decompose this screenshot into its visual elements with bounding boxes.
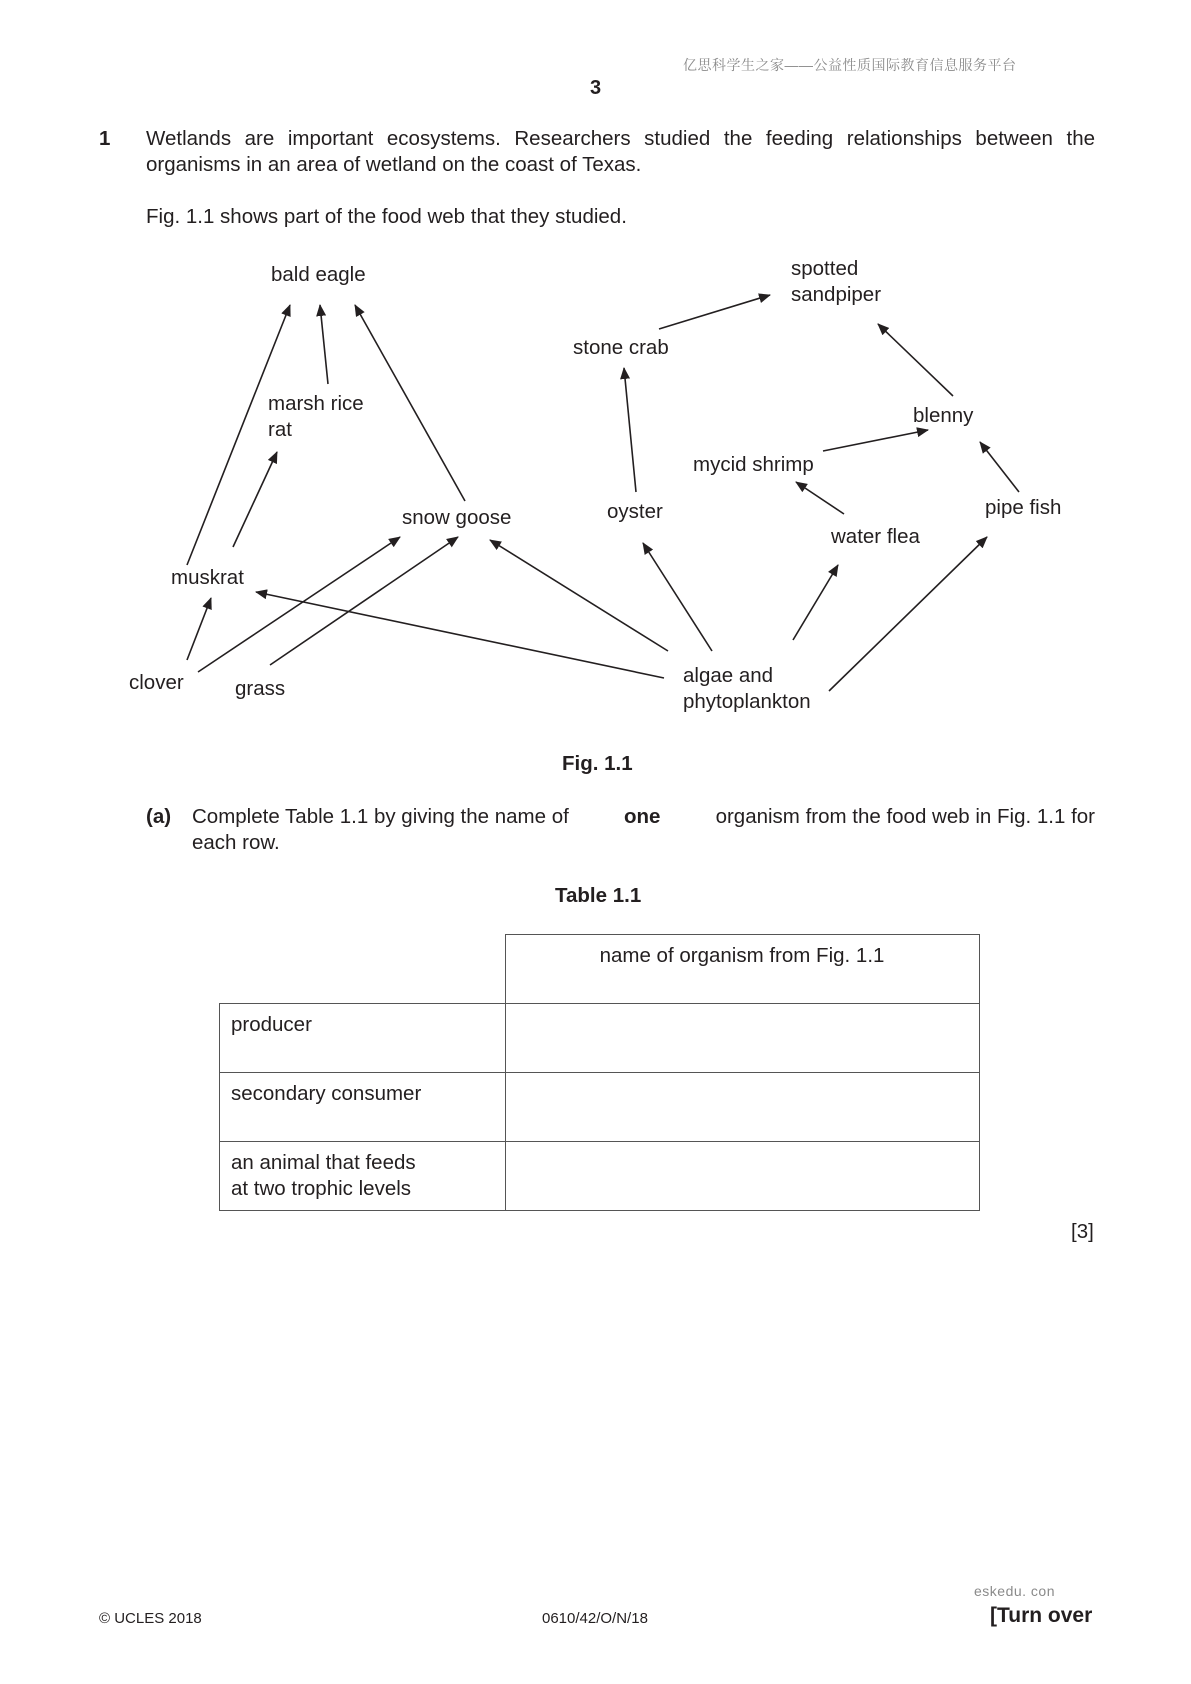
row-label-secondary-consumer: [220, 1073, 506, 1142]
label-snow-goose: snow goose: [402, 506, 512, 529]
marks: [3]: [1071, 1220, 1094, 1243]
footer-code: 0610/42/O/N/18: [542, 1610, 648, 1627]
question-intro-line1: Wetlands are important ecosystems. Researchers studied the feeding relationships between the: [146, 127, 1095, 150]
arrow-marsh-rice-rat-to-bald-eagle: [320, 305, 328, 384]
table-title: Table 1.1: [555, 884, 642, 907]
label-pipe-fish: pipe fish: [985, 496, 1062, 519]
turn-over: [Turn over: [990, 1604, 1093, 1627]
label-oyster: oyster: [607, 500, 663, 523]
arrow-algae-to-muskrat: [256, 592, 664, 678]
part-a-text-bold: one: [623, 805, 661, 828]
label-algae-line1: algae and: [683, 664, 774, 687]
part-a-line2: each row.: [192, 831, 280, 854]
food-web-diagram: [0, 0, 1191, 760]
arrow-clover-to-muskrat: [187, 598, 211, 660]
label-muskrat: muskrat: [171, 566, 244, 589]
table-column-header: name of organism from Fig. 1.1: [505, 935, 979, 1004]
arrow-algae-to-pipe-fish: [829, 537, 987, 691]
watermark-bottom: eskedu. con: [974, 1583, 1055, 1599]
arrow-water-flea-to-mycid-shrimp: [796, 482, 844, 514]
arrow-algae-to-water-flea: [793, 565, 838, 640]
row-label-text: an animal that feeds: [231, 1151, 416, 1174]
figure-caption: Fig. 1.1: [562, 752, 633, 775]
answer-cell-secondary-consumer[interactable]: [505, 1073, 979, 1142]
footer-copyright: © UCLES 2018: [99, 1610, 202, 1627]
part-a-text-pre: Complete Table 1.1 by giving the name of: [192, 805, 569, 828]
label-grass: grass: [235, 677, 286, 700]
arrow-blenny-to-spotted-sandpiper: [878, 324, 953, 396]
row-label-text: at two trophic levels: [231, 1177, 412, 1200]
label-water-flea: water flea: [831, 525, 920, 548]
arrow-pipe-fish-to-blenny: [980, 442, 1019, 492]
table-row: [220, 1004, 980, 1073]
arrow-stone-crab-to-spotted-sandpiper: [659, 295, 770, 329]
table-row: [220, 1073, 980, 1142]
arrow-muskrat-to-marsh-rice-rat: [233, 452, 277, 547]
arrow-snow-goose-to-bald-eagle: [355, 305, 465, 501]
label-marsh-rice-rat-line1: marsh rice: [268, 392, 364, 415]
table-empty-corner: [220, 935, 506, 1004]
row-label-producer: [220, 1004, 506, 1073]
question-intro-line2: organisms in an area of wetland on the coast of Texas.: [146, 153, 642, 176]
figure-intro: Fig. 1.1 shows part of the food web that they studied.: [146, 205, 627, 228]
label-algae-line2: phytoplankton: [683, 690, 811, 713]
arrow-oyster-to-stone-crab: [624, 368, 636, 492]
part-a-label: (a): [146, 805, 172, 828]
table-row: [220, 1142, 980, 1211]
arrow-algae-to-oyster: [643, 543, 712, 651]
arrow-mycid-shrimp-to-blenny: [823, 430, 928, 451]
label-bald-eagle: bald eagle: [271, 263, 366, 286]
arrow-algae-to-snow-goose: [490, 540, 668, 651]
label-stone-crab: stone crab: [573, 336, 669, 359]
page-number: 3: [590, 77, 602, 99]
row-label-text: secondary consumer: [231, 1082, 422, 1105]
label-clover: clover: [129, 671, 184, 694]
row-label-text: producer: [231, 1013, 312, 1036]
table-header-row: [220, 935, 980, 1004]
label-spotted-sandpiper-line1: spotted: [791, 257, 859, 280]
part-a-text-post: organism from the food web in Fig. 1.1 for: [715, 805, 1095, 828]
part-a-line1: [192, 804, 1095, 830]
watermark-top: 亿思科学生之家——公益性质国际教育信息服务平台: [683, 57, 1017, 73]
question-number: 1: [99, 127, 111, 150]
table-1-1: [219, 934, 980, 1211]
label-marsh-rice-rat-line2: rat: [268, 418, 292, 441]
label-mycid-shrimp: mycid shrimp: [693, 453, 814, 476]
label-spotted-sandpiper-line2: sandpiper: [791, 283, 882, 306]
answer-cell-two-trophic-levels[interactable]: [505, 1142, 979, 1211]
arrow-clover-to-snow-goose: [198, 537, 400, 672]
answer-cell-producer[interactable]: [505, 1004, 979, 1073]
label-blenny: blenny: [913, 404, 974, 427]
row-label-two-trophic-levels: [220, 1142, 506, 1211]
